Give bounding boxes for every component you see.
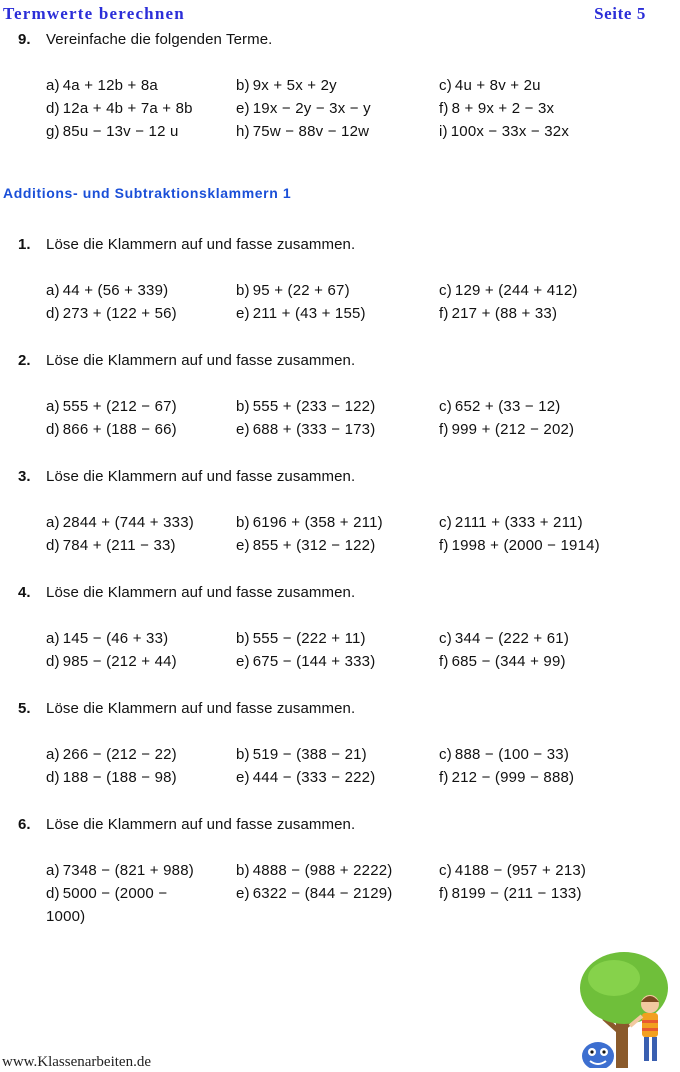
exercise-row <box>0 885 680 908</box>
exercise-item: d) 5000 − (2000 − <box>46 885 168 902</box>
exercise-item: b) 9x + 5x + 2y <box>236 77 337 94</box>
exercise-row <box>0 630 680 653</box>
task-number: 9. <box>18 31 31 48</box>
tree-and-children-mascot-icon <box>574 948 678 1068</box>
exercise-item: b) 95 + (22 + 67) <box>236 282 350 299</box>
exercise-item: d) 12a + 4b + 7a + 8b <box>46 100 193 117</box>
task-instruction: Löse die Klammern auf und fasse zusammen. <box>46 816 356 833</box>
task-number: 3. <box>18 468 31 485</box>
page-number: Seite 5 <box>594 4 646 23</box>
task-instruction: Löse die Klammern auf und fasse zusammen. <box>46 700 356 717</box>
exercise-item: g) 85u − 13v − 12 u <box>46 123 179 140</box>
task-4 <box>0 584 680 676</box>
task-instruction: Löse die Klammern auf und fasse zusammen. <box>46 236 356 253</box>
exercise-row <box>0 282 680 305</box>
task-number: 6. <box>18 816 31 833</box>
exercise-item: e) 855 + (312 − 122) <box>236 537 376 554</box>
page-header-title: Termwerte berechnen <box>3 4 185 23</box>
exercise-item: e) 6322 − (844 − 2129) <box>236 885 393 902</box>
task-instruction: Löse die Klammern auf und fasse zusammen. <box>46 468 356 485</box>
exercise-item: a) 4a + 12b + 8a <box>46 77 158 94</box>
exercise-item: f) 212 − (999 − 888) <box>439 769 575 786</box>
exercise-item: e) 211 + (43 + 155) <box>236 305 366 322</box>
exercise-row <box>0 100 680 123</box>
exercise-item: b) 4888 − (988 + 2222) <box>236 862 393 879</box>
child-stripe <box>642 1020 658 1023</box>
exercise-item: c) 888 − (100 − 33) <box>439 746 570 763</box>
task-number: 2. <box>18 352 31 369</box>
task-instruction: Löse die Klammern auf und fasse zusammen. <box>46 584 356 601</box>
exercise-item: b) 519 − (388 − 21) <box>236 746 367 763</box>
exercise-item: c) 652 + (33 − 12) <box>439 398 561 415</box>
task-number: 4. <box>18 584 31 601</box>
section-heading: Additions- und Subtraktionsklammern 1 <box>3 185 292 201</box>
exercise-item: f) 217 + (88 + 33) <box>439 305 558 322</box>
exercise-item: f) 8199 − (211 − 133) <box>439 885 582 902</box>
exercise-item: a) 44 + (56 + 339) <box>46 282 169 299</box>
exercise-item: d) 188 − (188 − 98) <box>46 769 177 786</box>
task-number: 5. <box>18 700 31 717</box>
exercise-item: b) 6196 + (358 + 211) <box>236 514 383 531</box>
exercise-row <box>0 769 680 792</box>
task-6 <box>0 816 680 931</box>
exercise-row <box>0 77 680 100</box>
exercise-item: c) 4u + 8v + 2u <box>439 77 541 94</box>
exercise-row <box>0 862 680 885</box>
exercise-row <box>0 123 680 146</box>
monster-pupil <box>602 1050 605 1053</box>
task-1 <box>0 236 680 328</box>
exercise-row <box>0 746 680 769</box>
exercise-row-continuation <box>0 908 680 931</box>
footer-url: www.Klassenarbeiten.de <box>2 1054 151 1070</box>
exercise-item: e) 444 − (333 − 222) <box>236 769 376 786</box>
exercise-item: c) 4188 − (957 + 213) <box>439 862 587 879</box>
exercise-item: e) 19x − 2y − 3x − y <box>236 100 371 117</box>
exercise-row <box>0 514 680 537</box>
task-2 <box>0 352 680 444</box>
task-instruction: Löse die Klammern auf und fasse zusammen. <box>46 352 356 369</box>
exercise-item: f) 8 + 9x + 2 − 3x <box>439 100 555 117</box>
task-header <box>0 816 680 838</box>
exercise-item: d) 866 + (188 − 66) <box>46 421 177 438</box>
task-header <box>0 468 680 490</box>
exercise-item: a) 7348 − (821 + 988) <box>46 862 194 879</box>
child-shirt <box>642 1013 658 1037</box>
exercise-item: i) 100x − 33x − 32x <box>439 123 570 140</box>
exercise-item: f) 1998 + (2000 − 1914) <box>439 537 600 554</box>
task-header <box>0 700 680 722</box>
task-header <box>0 31 680 53</box>
exercise-item: d) 784 + (211 − 33) <box>46 537 176 554</box>
exercise-item: h) 75w − 88v − 12w <box>236 123 370 140</box>
exercise-item: f) 685 − (344 + 99) <box>439 653 566 670</box>
exercise-item: b) 555 + (233 − 122) <box>236 398 376 415</box>
exercise-item: c) 344 − (222 + 61) <box>439 630 570 647</box>
task-3 <box>0 468 680 560</box>
task-header <box>0 352 680 374</box>
exercise-row <box>0 305 680 328</box>
child-leg <box>652 1037 657 1061</box>
task-header <box>0 236 680 258</box>
exercise-item: c) 129 + (244 + 412) <box>439 282 578 299</box>
exercise-item: a) 266 − (212 − 22) <box>46 746 177 763</box>
child-stripe <box>642 1028 658 1031</box>
task-5 <box>0 700 680 792</box>
exercise-item: a) 2844 + (744 + 333) <box>46 514 194 531</box>
task-instruction: Vereinfache die folgenden Terme. <box>46 31 273 48</box>
exercise-row <box>0 537 680 560</box>
exercise-item: e) 688 + (333 − 173) <box>236 421 376 438</box>
exercise-item: d) 273 + (122 + 56) <box>46 305 177 322</box>
task-9 <box>0 31 680 146</box>
exercise-item: e) 675 − (144 + 333) <box>236 653 376 670</box>
exercise-row <box>0 653 680 676</box>
exercise-row <box>0 421 680 444</box>
exercise-item: a) 145 − (46 + 33) <box>46 630 169 647</box>
exercise-item-continuation: 1000) <box>46 908 86 925</box>
tree-crown-highlight <box>588 960 640 996</box>
exercise-item: c) 2111 + (333 + 211) <box>439 514 583 531</box>
exercise-item: f) 999 + (212 − 202) <box>439 421 575 438</box>
exercise-item: a) 555 + (212 − 67) <box>46 398 177 415</box>
task-number: 1. <box>18 236 31 253</box>
exercise-row <box>0 398 680 421</box>
monster-pupil <box>590 1050 593 1053</box>
exercise-item: b) 555 − (222 + 11) <box>236 630 366 647</box>
exercise-item: d) 985 − (212 + 44) <box>46 653 177 670</box>
child-leg <box>644 1037 649 1061</box>
task-header <box>0 584 680 606</box>
